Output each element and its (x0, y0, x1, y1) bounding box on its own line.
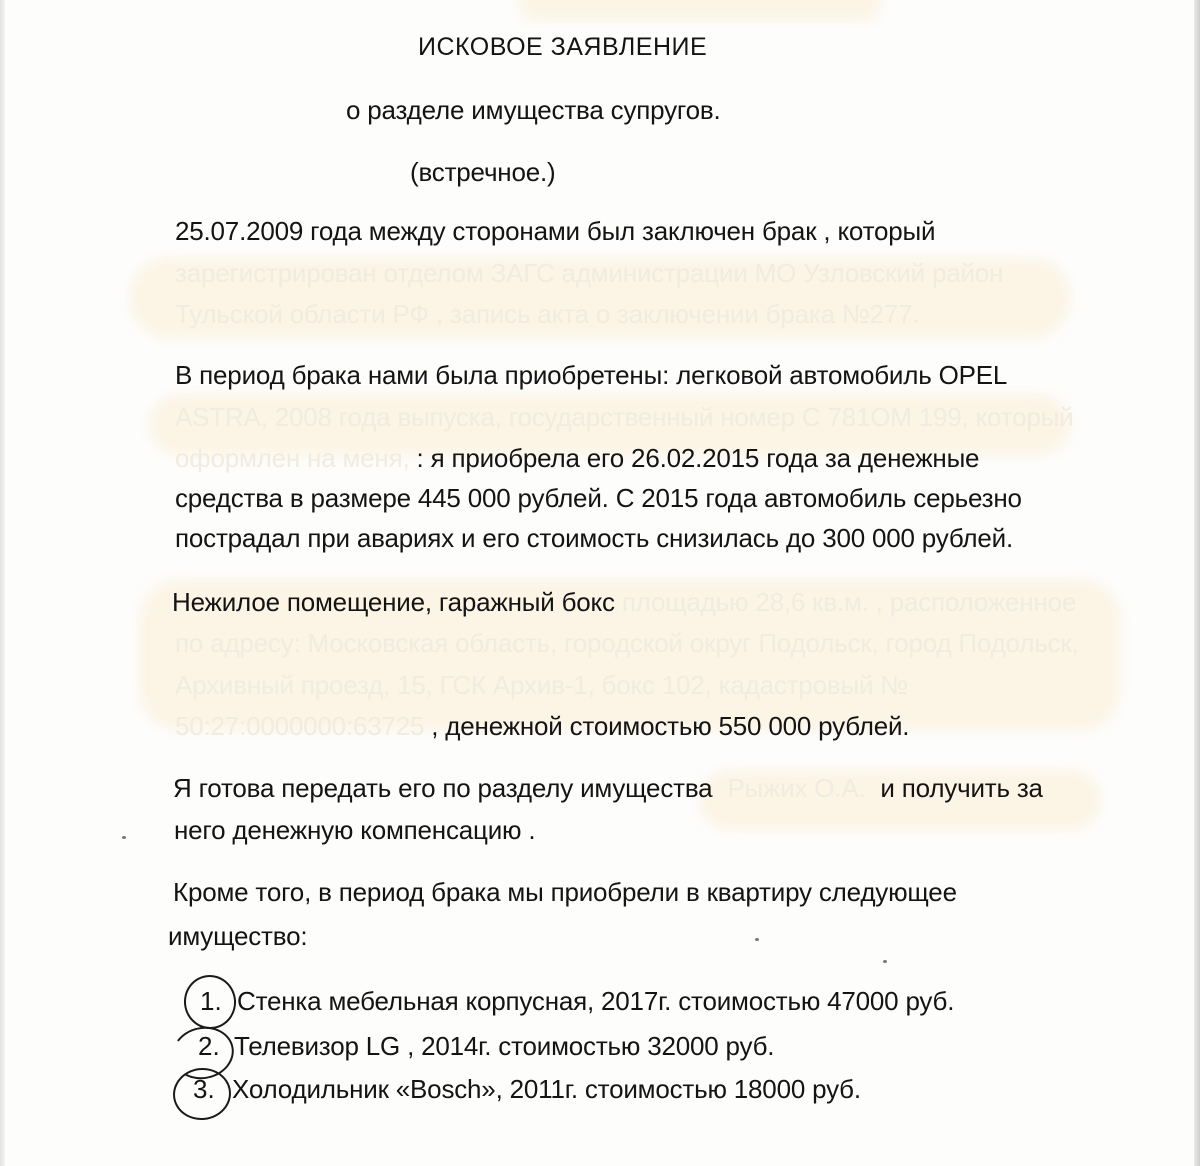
list-item-number: 2. (198, 1031, 220, 1061)
page-left-edge (0, 0, 5, 1166)
paper-stain (520, 0, 880, 20)
faded-text: площадью 28,6 кв.м. , расположенное (614, 587, 1077, 617)
list-item-number: 1. (200, 986, 222, 1016)
paragraph-text: Я готова передать его по разделу имущества (173, 773, 713, 803)
faded-paragraph-line: зарегистрирован отделом ЗАГС администрации МО Узловский район (175, 258, 1004, 288)
paragraph-text: , денежной стоимостью 550 000 рублей. (424, 711, 910, 741)
faded-paragraph-line: ASTRA, 2008 года выпуска, государственный номер С 781ОМ 199, который (175, 402, 1074, 432)
paragraph-text: Нежилое помещение, гаражный бокс (172, 587, 615, 617)
paragraph-line: В период брака нами была приобретены: легковой автомобиль OPEL (175, 360, 1008, 390)
document-title: ИСКОВОЕ ЗАЯВЛЕНИЕ (418, 33, 708, 61)
paragraph-line (173, 771, 1043, 805)
paragraph-line (175, 441, 979, 475)
list-item-number: 3. (193, 1074, 215, 1104)
paragraph-line: пострадал при авариях и его стоимость снизилась до 300 000 рублей. (175, 523, 1013, 553)
paragraph-line: имущество: (168, 921, 308, 951)
list-item-text: Телевизор LG , 2014г. стоимостью 32000 руб. (234, 1031, 775, 1061)
faded-paragraph-line: по адресу: Московская область, городской округ Подольск, город Подольск, (175, 628, 1079, 658)
paragraph-text: и получить за (880, 773, 1043, 803)
list-item-text: Холодильник «Bosch», 2011г. стоимостью 18000 руб. (232, 1074, 861, 1104)
paragraph-text: : я приобрела его 26.02.2015 года за денежные (409, 443, 980, 473)
faded-paragraph-line: Тульской области РФ , запись акта о заключении брака №277. (175, 299, 920, 329)
faded-text: Рыжих О.А. (727, 773, 866, 803)
document-subtitle: о разделе имущества супругов. (346, 95, 721, 125)
paragraph-line: Кроме того, в период брака мы приобрели в квартиру следующее (173, 877, 957, 907)
paragraph-line: него денежную компенсацию . (174, 815, 536, 845)
paper-speck (883, 960, 887, 963)
faded-text: 50:27:0000000:63725 (175, 711, 425, 741)
paragraph-line (175, 709, 909, 743)
faded-text: оформлен на меня, (175, 443, 410, 473)
paragraph-line (172, 585, 1076, 619)
paragraph-line: средства в размере 445 000 рублей. С 2015 года автомобиль серьезно (175, 483, 1022, 513)
paper-speck (122, 836, 126, 839)
document-note: (встречное.) (410, 157, 556, 187)
paper-speck (755, 938, 759, 941)
paragraph-line: 25.07.2009 года между сторонами был заключен брак , который (175, 216, 936, 246)
faded-paragraph-line: Архивный проезд, 15, ГСК Архив-1, бокс 102, кадастровый № (175, 670, 909, 700)
list-item-text: Стенка мебельная корпусная, 2017г. стоимостью 47000 руб. (237, 986, 955, 1016)
page-right-edge (1194, 0, 1200, 1166)
